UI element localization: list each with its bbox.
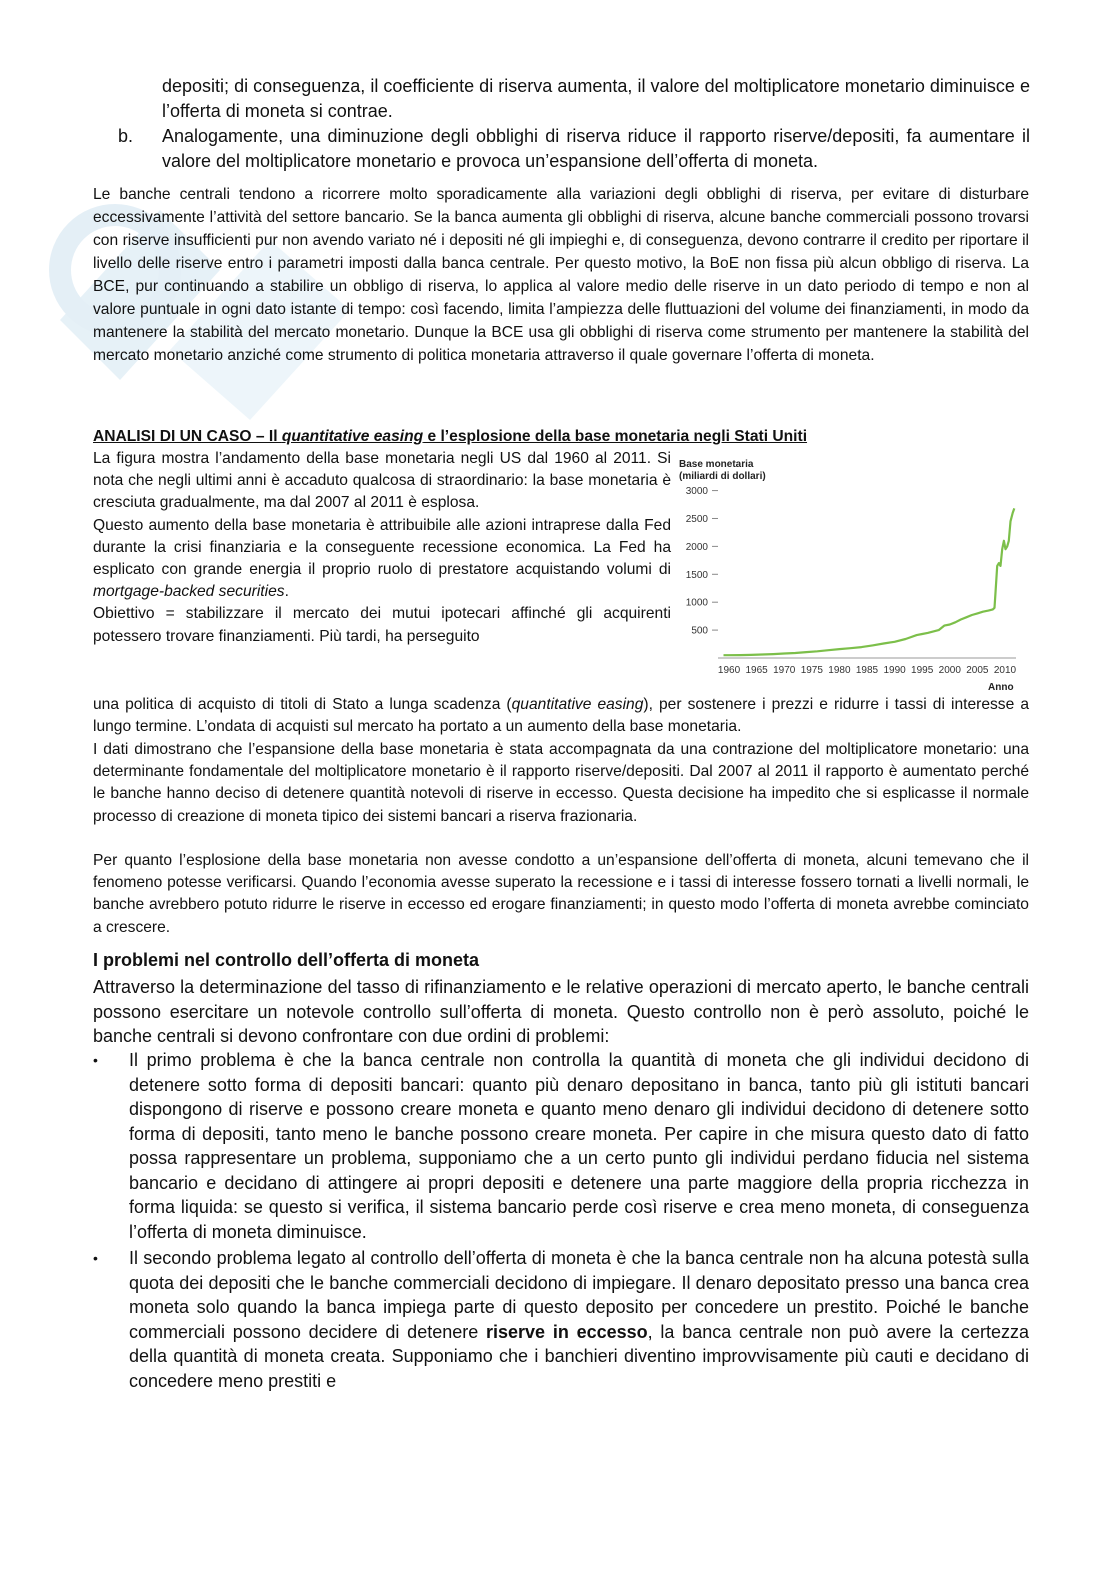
- series-layer: [724, 508, 1015, 655]
- y-tick-label: 3000: [685, 486, 708, 498]
- x-tick-label: 2010: [993, 665, 1017, 676]
- x-tick-label: 1965: [745, 665, 768, 676]
- case-study-title: ANALISI DI UN CASO – Il quantitative easing e l’esplosione della base monetaria negli Stati Uniti: [93, 428, 808, 445]
- list-marker-b: b.: [118, 126, 134, 146]
- x-tick-label: 1970: [773, 665, 796, 676]
- x-tick-label: 1985: [855, 665, 879, 676]
- case-paragraph-4: I dati dimostrano che l’espansione della base monetaria è stata accompagnata da una contrazione del moltiplicatore monetario: una determinante fondamentale del moltiplicatore monetario è il rapporto riserve/depositi. Dal 2007 al 2011 il rapporto è aumentato perché le banche hanno deciso di detenere quantità notevoli di riserve in eccesso. Questa decisione ha impedito che si esplicasse il normale processo di creazione di moneta tipico dei sistemi bancari a riserva frazionaria.: [93, 741, 1029, 825]
- bullet-icon: •: [93, 1250, 98, 1266]
- bullet-icon: •: [93, 1052, 98, 1068]
- case-paragraph-3-continued: una politica di acquisto di titoli di Stato a lunga scadenza (quantitative easing), per sostenere i prezzi e ridurre i tassi di interesse a lungo termine. L’ondata di acquisti sul mercato ha portato a un aumento della base monetaria.: [93, 696, 1030, 736]
- list-item: • Il secondo problema legato al controllo dell’offerta di moneta è che la banca centrale non ha alcuna potestà sulla quota dei depositi che le banche commerciali decidono di impiegare. Il denaro depositato presso una banca crea moneta solo quando la banca impiega parte di questo deposito per concedere un prestito. Poiché le banche commerciali possono decidere di detenere riserve in eccesso, la banca centrale non può avere la certezza della quantità di moneta creata. Supponiamo che i banchieri diventino improvvisamente più cauti e decidano di concedere meno prestiti e: [93, 1246, 1029, 1393]
- case-paragraph-1: La figura mostra l’andamento della base monetaria negli US dal 1960 al 2011. Si nota che negli ultimi anni è accaduto qualcosa di straordinario: la base monetaria è cresciuta gradualmente, ma dal 2007 al 2011 è esplosa.: [93, 450, 671, 512]
- monetary-base-chart: [676, 455, 1028, 695]
- reserve-effects-list: [118, 74, 1030, 174]
- x-tick-label: 1975: [800, 665, 823, 676]
- case-paragraph-5: Per quanto l’esplosione della base monetaria non avesse condotto a un’espansione dell’offerta di moneta, alcuni temevano che il fenomeno potesse verificarsi. Quando l’economia avesse superato la recessione e i tassi di interesse fossero tornati a livelli normali, le banche avrebbero potuto ridurre le riserve in eccesso ed erogare finanziamenti; in questo modo l’offerta di moneta avrebbe cominciato a crescere.: [93, 852, 1029, 936]
- case-paragraph-3: Obiettivo = stabilizzare il mercato dei mutui ipotecari affinché gli acquirenti potessero trovare finanziamenti. Più tardi, ha perseguito: [93, 605, 671, 645]
- section-heading: I problemi nel controllo dell’offerta di moneta: [93, 950, 480, 970]
- y-tick-label: 500: [691, 625, 708, 637]
- x-tick-label: 1990: [883, 665, 906, 676]
- list-item: • Il primo problema è che la banca centrale non controlla la quantità di moneta che gli individui decidono di detenere sotto forma di depositi bancari: quanto più denaro depositano in banca, tanto più gli istituti bancari dispongono di riserve e possono creare moneta e quanto meno denaro gli individui decidono di detenere sotto forma di depositi, tanto meno le banche possono creare moneta. Per capire in che misura questo dato di fatto possa rappresentare un problema, supponiamo che a un certo punto gli individui perdano fiducia nel sistema bancario e decidano di attingere ai propri depositi e detenere una parte maggiore della propria ricchezza in forma liquida: se questo si verifica, il sistema bancario perde così riserve e crea meno moneta, di conseguenza l’offerta di moneta diminuisce.: [93, 1048, 1029, 1244]
- case-paragraph-2: Questo aumento della base monetaria è attribuibile alle azioni intraprese dalla Fed durante la crisi finanziaria e la conseguente recessione economica. La Fed ha esplicato con grande energia il proprio ruolo di prestatore acquistando volumi di mortgage-backed securities.: [93, 516, 671, 601]
- y-tick-label: 1000: [685, 597, 708, 609]
- x-axis: [718, 665, 1017, 676]
- y-axis: [686, 486, 718, 637]
- list-item-a: depositi; di conseguenza, il coefficiente di riserva aumenta, il valore del moltiplicatore monetario diminuisce e l’offerta di moneta si contrae.: [162, 76, 1030, 121]
- x-axis-label: Anno: [988, 682, 1014, 693]
- case-study-intro: [93, 448, 671, 648]
- x-tick-label: 1960: [717, 665, 741, 676]
- chart-subtitle: (miliardi di dollari): [679, 471, 766, 482]
- series-line-monetary-base: [724, 508, 1015, 655]
- paragraph-central-banks: Le banche centrali tendono a ricorrere molto sporadicamente alla variazioni degli obblighi di riserva, per evitare di disturbare eccessivamente l’attività del settore bancario. Se la banca aumenta gli obblighi di riserva, alcune banche commerciali possono trovarsi con riserve insufficienti pur non avendo variato né i depositi né gli impieghi e, di conseguenza, devono contrarre il credito per riportare il livello delle riserve entro i parametri imposti dalla banca centrale. Per questo motivo, la BoE non fissa più alcun obbligo di riserva. La BCE, pur continuando a stabilire un obbligo di riserva, lo applica al valore medio delle riserve in un dato periodo di tempo e non al valore puntuale in ogni dato istante di tempo: così facendo, limita l’ampiezza delle fluttuazioni del volume dei finanziamenti, in modo da mantenere la stabilità del mercato monetario. Dunque la BCE usa gli obblighi di riserva come strumento per mantenere la stabilità del mercato monetario anziché come strumento di politica monetaria attraverso il quale governare l’offerta di moneta.: [93, 186, 1029, 364]
- list-item-b: b. Analogamente, una diminuzione degli obblighi di riserva riduce il rapporto riserve/depositi, fa aumentare il valore del moltiplicatore monetario e provoca un’espansione dell’offerta di moneta.: [118, 124, 1030, 174]
- x-tick-label: 2000: [938, 665, 961, 676]
- y-tick-label: 2000: [685, 541, 708, 553]
- x-tick-label: 1995: [911, 665, 934, 676]
- chart-title: Base monetaria: [679, 459, 754, 470]
- y-tick-label: 2500: [685, 513, 708, 525]
- y-tick-label: 1500: [685, 569, 708, 581]
- section-intro: Attraverso la determinazione del tasso di rifinanziamento e le relative operazioni di mercato aperto, le banche centrali possono esercitare un notevole controllo sull’offerta di moneta. Questo controllo non è però assoluto, poiché le banche centrali si devono confrontare con due ordini di problemi:: [93, 977, 1029, 1046]
- x-tick-label: 2005: [966, 665, 989, 676]
- problems-list: [93, 1048, 1029, 1395]
- x-tick-label: 1980: [828, 665, 851, 676]
